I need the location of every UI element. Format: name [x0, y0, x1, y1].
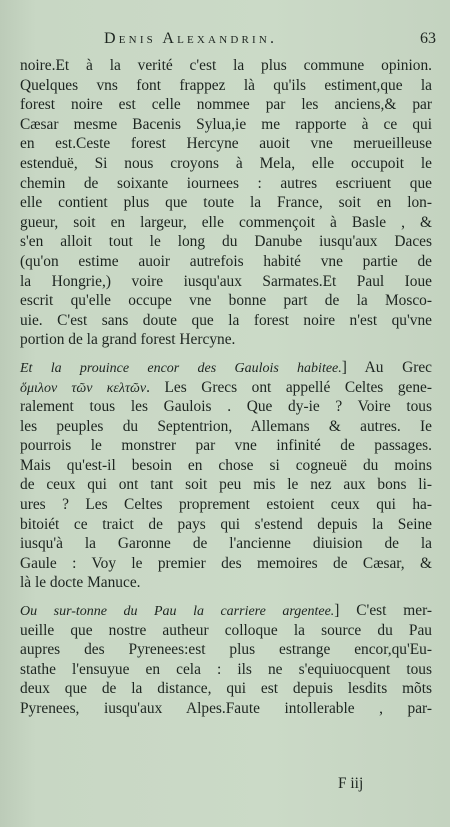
text-line: uie. C'est sans doute que la forest noire n'est qu'vne	[20, 311, 432, 329]
text-line: (qu'on estime auoir autrefois habité vne partie de	[20, 252, 432, 270]
text-line: bitoiét ce traict de pays qui s'estend depuis la Seine	[20, 515, 432, 533]
paragraph-gap	[20, 593, 432, 601]
text-line: deux que de la distance, qui est depuis lesdits mõts	[20, 680, 432, 698]
body-text	[20, 56, 432, 719]
text-line: Cæsar mesme Bacenis Sylua,ie me rapporte à ce qui	[20, 115, 432, 133]
text-line: chemin de soixante iournees : autres escriuent que	[20, 174, 432, 192]
commentary-lemma-line	[20, 358, 432, 378]
text-line: noire.Et à la verité c'est la plus commune opinion.	[20, 57, 432, 74]
text-line: Quelques vns font frappez là qu'ils estiment,que la	[20, 76, 432, 94]
running-head: Denis Alexandrin.	[104, 30, 278, 47]
text-line	[20, 378, 432, 398]
text-line: s'en alloit tout le long du Danube iusqu'aux Daces	[20, 233, 432, 251]
page-header	[104, 30, 436, 50]
text-line: aupres des Pyrenees:est plus estrange encor,qu'Eu-	[20, 641, 432, 659]
signature-mark: F iij	[338, 775, 364, 792]
text-line: ures ? Les Celtes proprement estoient ceux qui ha-	[20, 496, 432, 514]
text-line: pourrois le monstrer par vne infinité de passages.	[20, 437, 432, 455]
commentary-lemma-line	[20, 601, 432, 621]
text-line: elle contient plus que toute la France, soit en lon-	[20, 194, 432, 212]
text-line: ueille que nostre autheur colloque la source du Pau	[20, 621, 432, 639]
text-line: gueur, soit en largeur, elle commençoit à Basle , &	[20, 213, 432, 231]
text-fragment: . Les Grecs ont appellé Celtes gene-	[146, 378, 433, 396]
lemma-bracket-text: ] C'est mer-	[334, 602, 433, 620]
paragraph-gap	[20, 350, 432, 358]
text-line: ralement tous les Gaulois . Que dy-ie ? Voire tous	[20, 398, 432, 416]
greek-quotation: ὅμιλον τῶν κελτῶν	[20, 380, 147, 396]
text-line: portion de la grand forest Hercyne.	[20, 331, 236, 349]
text-line: Pyrenees, iusqu'aux Alpes.Faute intollerable , par-	[20, 700, 432, 717]
page-number: 63	[420, 30, 436, 47]
text-line: escrit qu'elle occupe vne bonne part de la Mosco-	[20, 292, 432, 310]
text-line: forest noire est celle nommee par les anciens,& par	[20, 96, 432, 114]
text-line: stathe l'ensuyue en cela : ils ne s'equiuocquent tous	[20, 660, 432, 678]
text-line: Mais qu'est-il besoin en chose si cogneuë du moins	[20, 456, 432, 474]
lemma-bracket-text: ] Au Grec	[341, 358, 432, 376]
text-line: en est.Ceste forest Hercyne auoit vne merueilleuse	[20, 135, 432, 153]
text-line: estenduë, Si nous croyons à Mela, elle occupoit le	[20, 154, 432, 172]
commentary-lemma: Ou sur-tonne du Pau la carriere argentee.	[20, 604, 335, 620]
text-line: la Hongrie,) voire iusqu'aux Sarmates.Et Paul Ioue	[20, 272, 432, 290]
text-line: les peuples du Septentrion, Allemans & autres. Ie	[20, 417, 432, 435]
text-line: de ceux qui ont tant soit peu mis le nez aux bons li-	[20, 476, 432, 494]
text-line: iusqu'à la Garonne de l'ancienne diuision de la	[20, 535, 432, 553]
text-line: Gaule : Voy le premier des memoires de Cæsar, &	[20, 554, 432, 572]
text-line: là le docte Manuce.	[20, 574, 141, 592]
commentary-lemma: Et la prouince encor des Gaulois habitee.	[20, 360, 342, 376]
